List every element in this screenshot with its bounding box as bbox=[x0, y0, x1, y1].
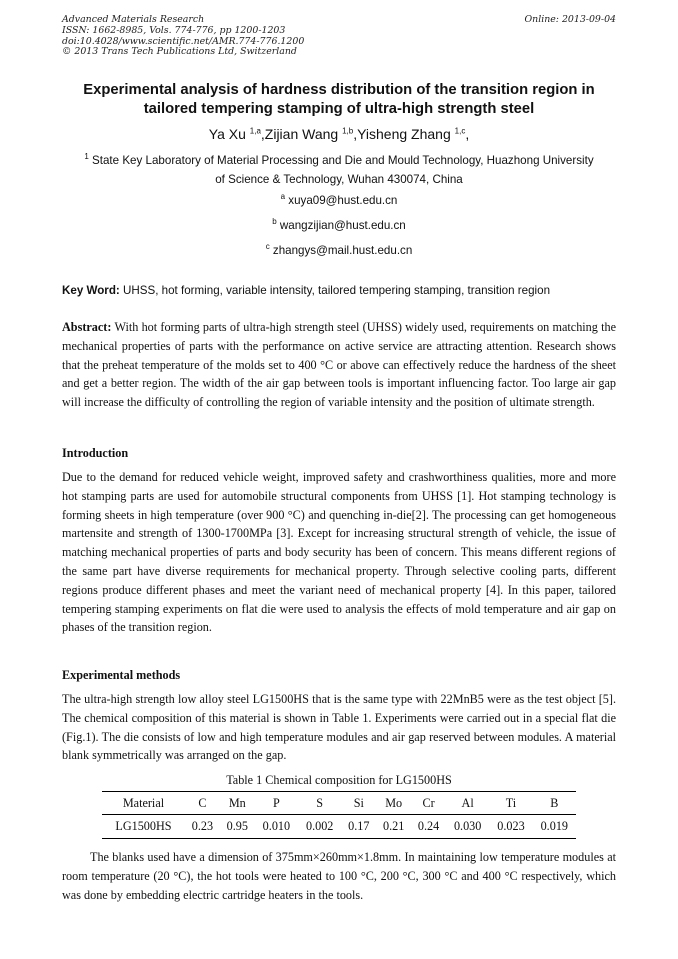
abstract-label: Abstract: bbox=[62, 320, 112, 334]
table-header-cell: Si bbox=[353, 795, 364, 810]
table-header-cell: Material bbox=[122, 795, 165, 810]
table-cell: 0.023 bbox=[497, 819, 525, 833]
author-name: Zijian Wang bbox=[264, 126, 339, 142]
table-cell: 0.17 bbox=[348, 819, 370, 833]
table-cell: 0.95 bbox=[226, 819, 248, 833]
author-superscript: 1,b bbox=[342, 126, 354, 136]
table-cell: 0.010 bbox=[262, 819, 291, 833]
table-cell: 0.002 bbox=[305, 819, 334, 833]
author-name: Yisheng Zhang bbox=[357, 126, 451, 142]
table-header-cell: C bbox=[198, 795, 207, 810]
table-cell: 0.019 bbox=[540, 819, 568, 833]
table-header-cell: Mn bbox=[228, 795, 246, 810]
affiliation bbox=[62, 151, 616, 189]
author-superscript: 1,a bbox=[249, 126, 261, 136]
author-name: Ya Xu bbox=[208, 126, 246, 142]
keywords-text: UHSS, hot forming, variable intensity, tailored tempering stamping, transition region bbox=[123, 284, 551, 297]
title-line: tailored tempering stamping of ultra-high strength steel bbox=[143, 101, 535, 117]
table-cell: 0.23 bbox=[191, 819, 214, 833]
title-line: Experimental analysis of hardness distribution of the transition region in bbox=[83, 82, 595, 98]
abstract bbox=[62, 318, 616, 412]
introduction-paragraph: Due to the demand for reduced vehicle weight, improved safety and crashworthiness qualities, more and more hot stamping parts are used for automobile structural components from UHSS [1]. Hot stamping technology is forming sheets in high temperature (over 900 °C) and quenching in-die[2]. The processing can get homogeneous martensite and strength of 1300-1700MPa [3]. Except for increasing structural strength of vehicle, the issue of matching mechanical properties of parts and body security has been of concern. This means different regions of the same part have diverse requirements for mechanical property. Through selective cooling parts, different regions produce different phases and meet the variant need of mechanical property [4]. In this paper, tailored tempering stamping experiments on flat die were used to analysis the effects of mold temperature and air gap on phases of the transition region. bbox=[62, 470, 616, 635]
table-header-cell: Ti bbox=[505, 795, 517, 810]
email-superscript: c bbox=[265, 242, 270, 252]
author-list: Ya Xu $^{1,a}$,Zijian Wang $^{1,b}$,Yisheng Zhang $^{1,c}$, bbox=[208, 126, 470, 142]
table-cell: LG1500HS bbox=[115, 819, 172, 833]
section-heading-introduction: Introduction bbox=[62, 446, 129, 460]
chemical-composition-table bbox=[102, 791, 576, 839]
online-date: Online: 2013-09-04 bbox=[524, 14, 616, 25]
table-header-row bbox=[102, 792, 576, 815]
body-paragraph: The blanks used have a dimension of 375mm×260mm×1.8mm. In maintaining low temperature modules at room temperature (20 °C), the hot tools were heated to 100 °C, 200 °C, 300 °C and 400 °C respectively, which was done by embedding electric cartridge heaters in the tools. bbox=[62, 850, 616, 902]
email-line bbox=[62, 244, 616, 257]
email-address[interactable]: wangzijian@hust.edu.cn bbox=[279, 219, 406, 232]
table-header-cell: Cr bbox=[422, 795, 435, 810]
journal-name: Advanced Materials Research bbox=[62, 14, 205, 25]
journal-header bbox=[62, 15, 616, 58]
abstract-text: With hot forming parts of ultra-high strength steel (UHSS) widely used, requirements on matching the mechanical properties of parts with the performance on active service are attracting attention. Research shows that the preheat temperature of the molds set to 400 °C or above can effectively reduce the hardness of the sheet and get a better region. The width of the air gap between tools is important influencing factor. Too large air gap will increase the difficulty of controlling the region of variable intensity and the position of ultimate strength. bbox=[62, 320, 616, 410]
affiliation-superscript: 1 bbox=[84, 152, 89, 162]
affiliation-line: of Science & Technology, Wuhan 430074, China bbox=[215, 173, 463, 186]
table-header-cell: B bbox=[550, 795, 559, 810]
methods-paragraph: The ultra-high strength low alloy steel LG1500HS that is the same type with 22MnB5 were as the test object [5]. The chemical composition of this material is shown in Table 1. Experiments were carried out in a special flat die (Fig.1). The die consists of low and high temperature modules and air gap reserved between modules. A material blank symmetrically was arranged on the gap. bbox=[62, 692, 616, 763]
email-address[interactable]: xuya09@hust.edu.cn bbox=[288, 194, 398, 207]
keywords bbox=[62, 284, 616, 297]
table-header-cell: P bbox=[272, 795, 280, 810]
email-address[interactable]: zhangys@mail.hust.edu.cn bbox=[272, 244, 413, 257]
table-row bbox=[102, 815, 576, 839]
section-heading-methods: Experimental methods bbox=[62, 668, 181, 682]
table-header-cell: S bbox=[316, 795, 324, 810]
doi-line: doi:10.4028/www.scientific.net/AMR.774-776.1200 bbox=[62, 35, 305, 47]
copyright-line: © 2013 Trans Tech Publications Ltd, Switzerland bbox=[62, 46, 297, 58]
email-line bbox=[62, 219, 616, 232]
table-header-cell: Al bbox=[461, 795, 474, 810]
email-superscript: b bbox=[272, 217, 277, 227]
keywords-label: Key Word: bbox=[62, 284, 120, 297]
table-caption: Table 1 Chemical composition for LG1500HS bbox=[226, 773, 452, 787]
author-superscript: 1,c bbox=[454, 126, 466, 136]
affiliation-line: State Key Laboratory of Material Processing and Die and Mould Technology, Huazhong University bbox=[92, 154, 594, 167]
email-superscript: a bbox=[280, 192, 286, 202]
table-header-cell: Mo bbox=[385, 795, 403, 810]
email-line bbox=[62, 194, 616, 207]
table-cell: 0.030 bbox=[453, 819, 482, 833]
table-cell: 0.24 bbox=[417, 819, 440, 833]
table-cell: 0.21 bbox=[383, 819, 405, 833]
paper-title bbox=[62, 81, 616, 119]
issn-line: ISSN: 1662-8985, Vols. 774-776, pp 1200-1203 bbox=[62, 24, 286, 36]
